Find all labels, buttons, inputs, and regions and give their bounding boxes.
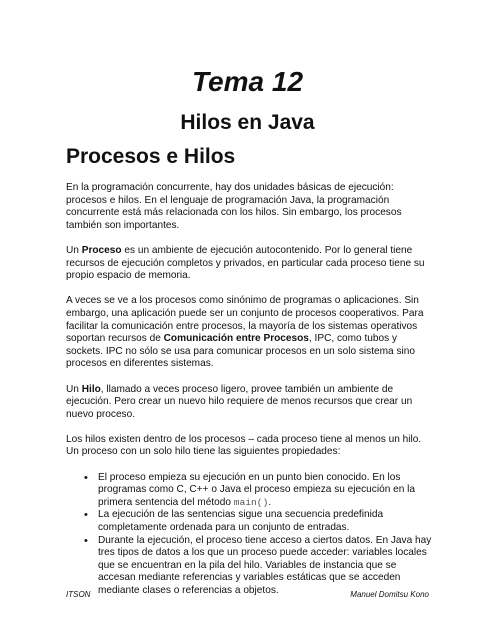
properties-list — [66, 472, 432, 598]
text-run: , llamado a veces proceso ligero, provee también un ambiente de ejecución. Pero crear un nuevo hilo requiere de menos recursos que crear un nuevo proceso. — [66, 383, 413, 420]
text-run: Un — [66, 383, 82, 395]
body-text — [66, 182, 432, 598]
list-item — [98, 472, 432, 510]
code-main: main() — [233, 496, 269, 508]
text-run: A veces se ve a los procesos como sinónimo de programas o aplicaciones. Sin embargo, una aplicación puede ser un conjunto de procesos cooperativos. Para facilitar la comunicación entre procesos, la mayoría de los sistemas operativos soportan recursos de — [66, 295, 424, 345]
paragraph-hilo — [66, 384, 432, 422]
text-run: La ejecución de las sentencias sigue una secuencia predefinida completamente ordenada para un conjunto de entradas. — [98, 509, 384, 534]
footer-author: Manuel Domitsu Kono — [350, 590, 429, 599]
list-item — [98, 535, 432, 598]
text-run: El proceso empieza su ejecución en un punto bien conocido. En los programas como C, C++ o Java el proceso empieza su ejecución en la primera sentencia del método — [98, 471, 415, 508]
paragraph-intro: En la programación concurrente, hay dos unidades básicas de ejecución: procesos e hilos. En el lenguaje de programación Java, la programación concurrente está más relacionada con los hilos. Sin embargo, los procesos también son importantes. — [66, 182, 402, 231]
chapter-title: Tema 12 — [191, 66, 304, 97]
text-run: . — [268, 496, 272, 508]
text-run: Un — [66, 244, 82, 256]
section-heading: Procesos e Hilos — [66, 145, 236, 168]
paragraph-properties-intro: Los hilos existen dentro de los procesos – cada proceso tiene al menos un hilo. Un proceso con un solo hilo tiene las siguientes propiedades: — [66, 433, 422, 458]
term-hilo: Hilo — [81, 383, 101, 395]
list-item — [98, 509, 432, 534]
term-proceso: Proceso — [81, 244, 122, 256]
chapter-subtitle: Hilos en Java — [180, 111, 315, 134]
footer-institution: ITSON — [66, 590, 91, 599]
paragraph-ipc — [66, 295, 432, 371]
text-run: , IPC, como tubos y sockets. IPC no sólo se usa para comunicar procesos en un solo sistema sino procesos en diferentes sistemas. — [66, 333, 415, 370]
paragraph-proceso — [66, 245, 432, 283]
term-ipc: Comunicación entre Procesos — [163, 333, 309, 345]
text-run: es un ambiente de ejecución autocontenido. Por lo general tiene recursos de ejecución completos y privados, en particular cada proceso tiene su propio espacio de memoria. — [66, 244, 425, 282]
text-run: Durante la ejecución, el proceso tiene acceso a ciertos datos. En Java hay tres tipos de datos a los que un proceso puede acceder: variables locales que se encuentran en la pila del hilo. Variables de instancia que se accesan mediante referencias y variables estáticas que se acceden mediante clases o referencias a objetos. — [98, 534, 432, 596]
